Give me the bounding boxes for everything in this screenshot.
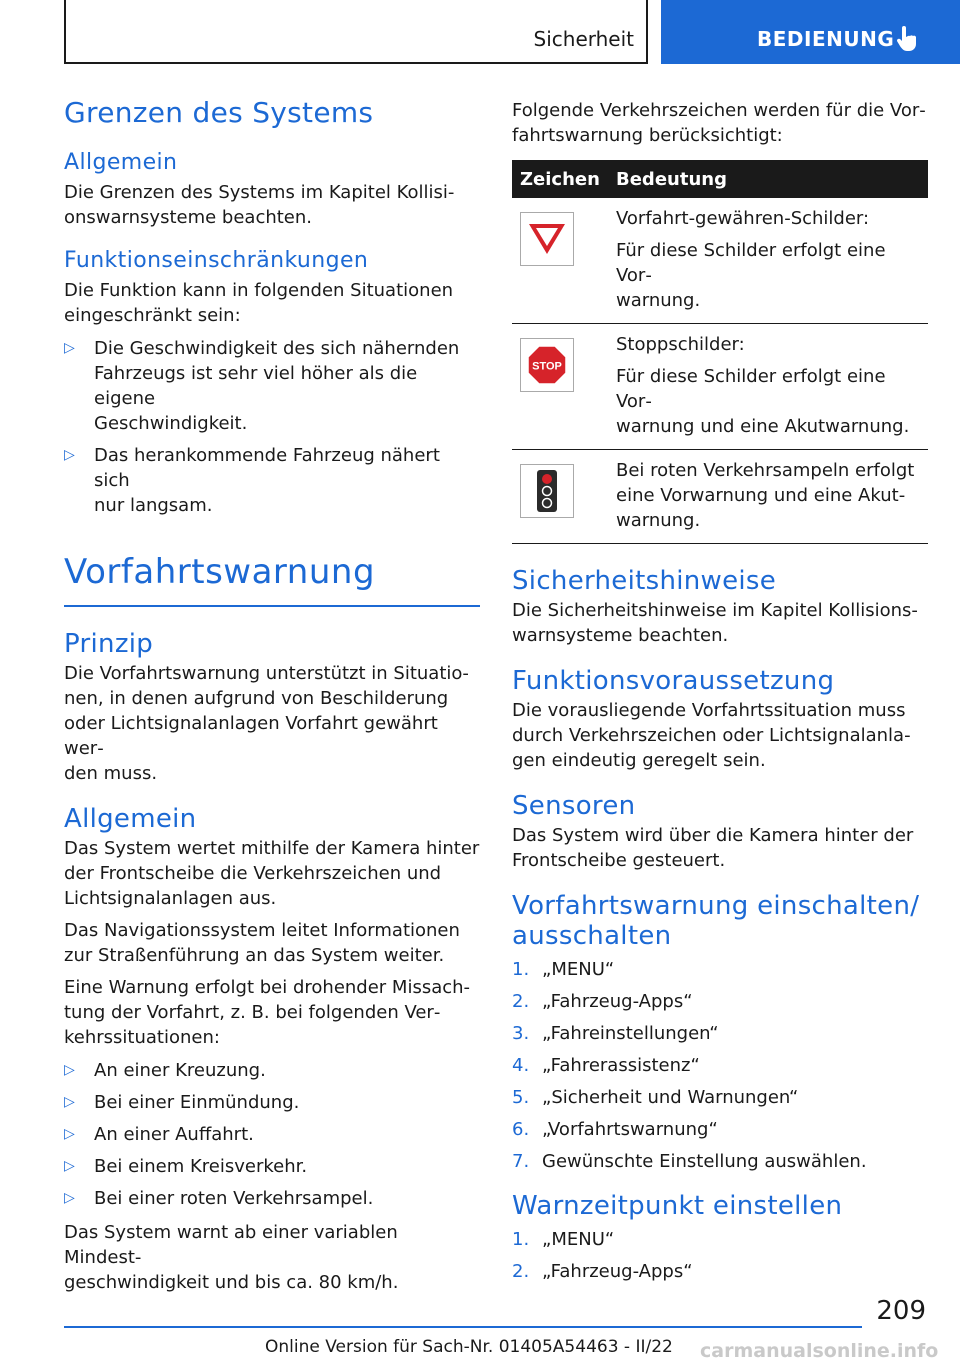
- text-line: „Fahreinstellungen“: [542, 1023, 719, 1044]
- list-item: [512, 1149, 928, 1181]
- text-line: „MENU“: [542, 1229, 615, 1250]
- para-sensoren: [512, 823, 928, 873]
- bullet-list-2: [64, 1058, 480, 1218]
- text-block: [616, 364, 920, 439]
- signs-table: [512, 160, 928, 544]
- step-number: 2.: [512, 1261, 530, 1282]
- column-header-bedeutung: Bedeutung: [608, 160, 928, 198]
- heading-einschalten: [512, 891, 928, 951]
- triangle-bullet-icon: ▷: [64, 447, 75, 463]
- text-line: „Fahrzeug-Apps“: [542, 1261, 693, 1282]
- list-item: [512, 957, 928, 989]
- list-item: [512, 1053, 928, 1085]
- list-item: [64, 1154, 480, 1186]
- heading-warnzeitpunkt: Warnzeitpunkt einstellen: [512, 1191, 843, 1221]
- header-section-box: [64, 0, 648, 64]
- para-intro: [512, 98, 928, 148]
- heading-grenzen: Grenzen des Systems: [64, 96, 374, 129]
- text-line: Eine Warnung erfolgt bei drohender Missach‐: [64, 977, 471, 998]
- text-line: Die Funktion kann in folgenden Situationen: [64, 280, 454, 301]
- text-line: Frontscheibe gesteuert.: [512, 850, 726, 871]
- list-item: [64, 336, 480, 436]
- stop-sign-text: STOP: [532, 360, 562, 373]
- text-line: Das herankommende Fahrzeug nähert sich: [94, 445, 440, 491]
- text-line: ausschalten: [512, 921, 672, 951]
- right-column: [512, 98, 928, 1291]
- text-line: gen eindeutig geregelt sein.: [512, 750, 766, 771]
- list-item: [512, 1117, 928, 1149]
- step-number: 1.: [512, 959, 530, 980]
- step-number: 7.: [512, 1151, 530, 1172]
- table-row: [512, 198, 928, 324]
- stop-sign-icon: [520, 338, 574, 392]
- table-cell-meaning: [608, 450, 928, 544]
- table-row: [512, 324, 928, 450]
- left-column: [64, 98, 480, 1295]
- text-line: Stoppschilder:: [616, 334, 745, 355]
- text-line: Das System wertet mithilfe der Kamera hinter: [64, 838, 480, 859]
- table-cell-icon: [512, 198, 608, 324]
- text-line: Das System wird über die Kamera hinter der: [512, 825, 914, 846]
- text-line: Bei einer roten Verkehrsampel.: [94, 1188, 374, 1209]
- table-cell-icon: [512, 450, 608, 544]
- text-line: Geschwindigkeit.: [94, 413, 248, 434]
- triangle-bullet-icon: ▷: [64, 1158, 75, 1174]
- text-line: kehrssituationen:: [64, 1027, 220, 1048]
- para-allgemein-2c: [64, 975, 480, 1050]
- text-line: Folgende Verkehrszeichen werden für die Vor‐: [512, 100, 926, 121]
- para-allgemein-1: [64, 180, 480, 230]
- steps-list-1: [512, 957, 928, 1181]
- section-rule: [64, 605, 480, 607]
- heading-allgemein-1: Allgemein: [64, 150, 178, 175]
- text-line: warnsysteme beachten.: [512, 625, 729, 646]
- traffic-light-icon: [520, 464, 574, 518]
- para-funktionseinschraenkungen: [64, 278, 480, 328]
- table-cell-meaning: [608, 324, 928, 450]
- step-number: 1.: [512, 1229, 530, 1250]
- text-line: onswarnsysteme beachten.: [64, 207, 313, 228]
- text-line: geschwindigkeit und bis ca. 80 km/h.: [64, 1272, 399, 1293]
- para-prinzip: [64, 661, 480, 786]
- watermark: carmanualsonline.info: [700, 1340, 939, 1362]
- para-allgemein-2a: [64, 836, 480, 911]
- step-number: 6.: [512, 1119, 530, 1140]
- step-number: 5.: [512, 1087, 530, 1108]
- text-line: Die Geschwindigkeit des sich nähernden: [94, 338, 460, 359]
- heading-vorfahrtswarnung: Vorfahrtswarnung: [64, 552, 376, 592]
- text-line: nur langsam.: [94, 495, 213, 516]
- bullet-list-1: [64, 336, 480, 518]
- step-number: 3.: [512, 1023, 530, 1044]
- text-line: Das System warnt ab einer variablen Mindest‐: [64, 1222, 398, 1268]
- list-item: [512, 1259, 928, 1291]
- text-line: Bei einem Kreisverkehr.: [94, 1156, 308, 1177]
- text-line: „Fahrzeug-Apps“: [542, 991, 693, 1012]
- text-block: [616, 238, 920, 313]
- text-line: Fahrzeugs ist sehr viel höher als die eigene: [94, 363, 418, 409]
- text-line: Bei einer Einmündung.: [94, 1092, 300, 1113]
- yield-sign-icon: [520, 212, 574, 266]
- list-item: [64, 1122, 480, 1154]
- text-line: der Frontscheibe die Verkehrszeichen und: [64, 863, 442, 884]
- heading-funktionsvoraussetzung: Funktionsvoraussetzung: [512, 666, 835, 696]
- text-line: Vorfahrtswarnung einschalten/: [512, 891, 920, 921]
- steps-list-2: [512, 1227, 928, 1291]
- text-line: Die Sicherheitshinweise im Kapitel Kollisions‐: [512, 600, 918, 621]
- triangle-bullet-icon: ▷: [64, 1062, 75, 1078]
- table-header-row: [512, 160, 928, 198]
- step-number: 2.: [512, 991, 530, 1012]
- text-line: Die Vorfahrtswarnung unterstützt in Situatio‐: [64, 663, 469, 684]
- text-line: Das Navigationssystem leitet Informationen: [64, 920, 460, 941]
- text-line: An einer Auffahrt.: [94, 1124, 254, 1145]
- para-sicherheitshinweise: [512, 598, 928, 648]
- triangle-bullet-icon: ▷: [64, 1094, 75, 1110]
- text-line: eine Vorwarnung und eine Akut‐: [616, 485, 906, 506]
- text-line: Bei roten Verkehrsampeln erfolgt: [616, 460, 915, 481]
- footer-online-version: Online Version für Sach-Nr. 01405A54463 - II/22: [265, 1337, 673, 1357]
- heading-prinzip: Prinzip: [64, 629, 154, 659]
- text-line: durch Verkehrszeichen oder Lichtsignalanla‐: [512, 725, 911, 746]
- list-item: [64, 1186, 480, 1218]
- para-allgemein-2b: [64, 918, 480, 968]
- list-item: [512, 1085, 928, 1117]
- table-cell-meaning: [608, 198, 928, 324]
- column-header-zeichen: Zeichen: [512, 160, 608, 198]
- text-line: „Sicherheit und Warnungen“: [542, 1087, 799, 1108]
- heading-allgemein-2: Allgemein: [64, 804, 197, 834]
- para-funktionsvoraussetzung: [512, 698, 928, 773]
- text-line: Für diese Schilder erfolgt eine Vor‐: [616, 240, 886, 286]
- text-line: „MENU“: [542, 959, 615, 980]
- step-number: 4.: [512, 1055, 530, 1076]
- text-line: warnung.: [616, 510, 701, 531]
- text-line: Die Grenzen des Systems im Kapitel Kollisi‐: [64, 182, 455, 203]
- text-line: warnung und eine Akutwarnung.: [616, 416, 910, 437]
- text-line: Für diese Schilder erfolgt eine Vor‐: [616, 366, 886, 412]
- page-number: 209: [876, 1296, 926, 1326]
- list-item: [64, 1090, 480, 1122]
- heading-sicherheitshinweise: Sicherheitshinweise: [512, 566, 777, 596]
- text-line: Die vorausliegende Vorfahrtssituation muss: [512, 700, 906, 721]
- text-line: nen, in denen aufgrund von Beschilderung: [64, 688, 449, 709]
- list-item: [64, 443, 480, 518]
- list-item: [512, 1227, 928, 1259]
- para-allgemein-2d: [64, 1220, 480, 1295]
- footer-rule: [64, 1326, 862, 1328]
- text-line: Vorfahrt-gewähren-Schilder:: [616, 208, 870, 229]
- header-chapter-box: [661, 0, 960, 64]
- text-line: zur Straßenführung an das System weiter.: [64, 945, 445, 966]
- header-chapter-title: BEDIENUNG: [757, 27, 895, 51]
- text-line: An einer Kreuzung.: [94, 1060, 266, 1081]
- text-line: Gewünschte Einstellung auswählen.: [542, 1151, 867, 1172]
- table-row: [512, 450, 928, 544]
- list-item: [64, 1058, 480, 1090]
- hand-pointer-icon: [896, 26, 918, 52]
- table-cell-icon: [512, 324, 608, 450]
- text-line: eingeschränkt sein:: [64, 305, 241, 326]
- text-line: „Fahrerassistenz“: [542, 1055, 700, 1076]
- triangle-bullet-icon: ▷: [64, 1190, 75, 1206]
- text-line: Lichtsignalanlagen aus.: [64, 888, 277, 909]
- text-line: oder Lichtsignalanlagen Vorfahrt gewährt wer‐: [64, 713, 438, 759]
- header-section-title: Sicherheit: [533, 27, 634, 51]
- list-item: [512, 989, 928, 1021]
- heading-sensoren: Sensoren: [512, 791, 636, 821]
- text-line: warnung.: [616, 290, 701, 311]
- heading-funktionseinschraenkungen: Funktionseinschränkungen: [64, 248, 369, 273]
- text-line: den muss.: [64, 763, 158, 784]
- text-line: tung der Vorfahrt, z. B. bei folgenden Ver‐: [64, 1002, 441, 1023]
- triangle-bullet-icon: ▷: [64, 340, 75, 356]
- text-line: „Vorfahrtswarnung“: [542, 1119, 718, 1140]
- text-line: fahrtswarnung berücksichtigt:: [512, 125, 783, 146]
- triangle-bullet-icon: ▷: [64, 1126, 75, 1142]
- list-item: [512, 1021, 928, 1053]
